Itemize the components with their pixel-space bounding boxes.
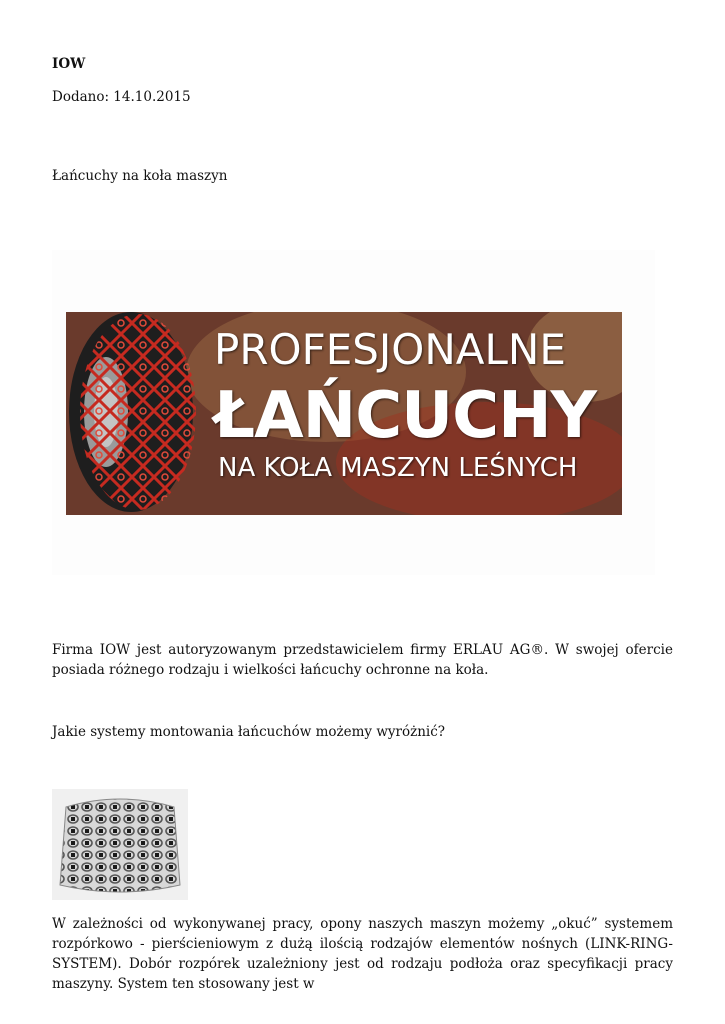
section-question: Jakie systemy montowania łańcuchów możemy wyróżnić?	[52, 724, 446, 740]
chain-product-image	[52, 789, 188, 900]
banner-line-2: ŁAŃCUCHY	[214, 379, 596, 453]
paragraph-systems: W zależności od wykonywanej pracy, opony naszych maszyn możemy „okuć” systemem rozpórkowo - pierścieniowym z dużą ilością rodzajów elementów nośnych (LINK-RING-SYSTEM). Dobór rozpórek uzależniony jest od rodzaju podłoża oraz specyfikacji pracy maszyny. System ten stosowany jest w	[52, 916, 673, 992]
article-heading: Łańcuchy na koła maszyn	[52, 168, 228, 184]
document-title: IOW	[52, 56, 86, 72]
link-ring-chain-illustration	[52, 789, 188, 900]
date-added: Dodano: 14.10.2015	[52, 89, 191, 105]
paragraph-intro: Firma IOW jest autoryzowanym przedstawicielem firmy ERLAU AG®. W swojej ofercie posiada różnego rodzaju i wielkości łańcuchy ochronne na koła.	[52, 642, 673, 678]
banner-image	[66, 312, 622, 515]
banner-line-1: PROFESJONALNE	[214, 325, 566, 374]
banner-line-3: NA KOŁA MASZYN LEŚNYCH	[218, 453, 578, 483]
